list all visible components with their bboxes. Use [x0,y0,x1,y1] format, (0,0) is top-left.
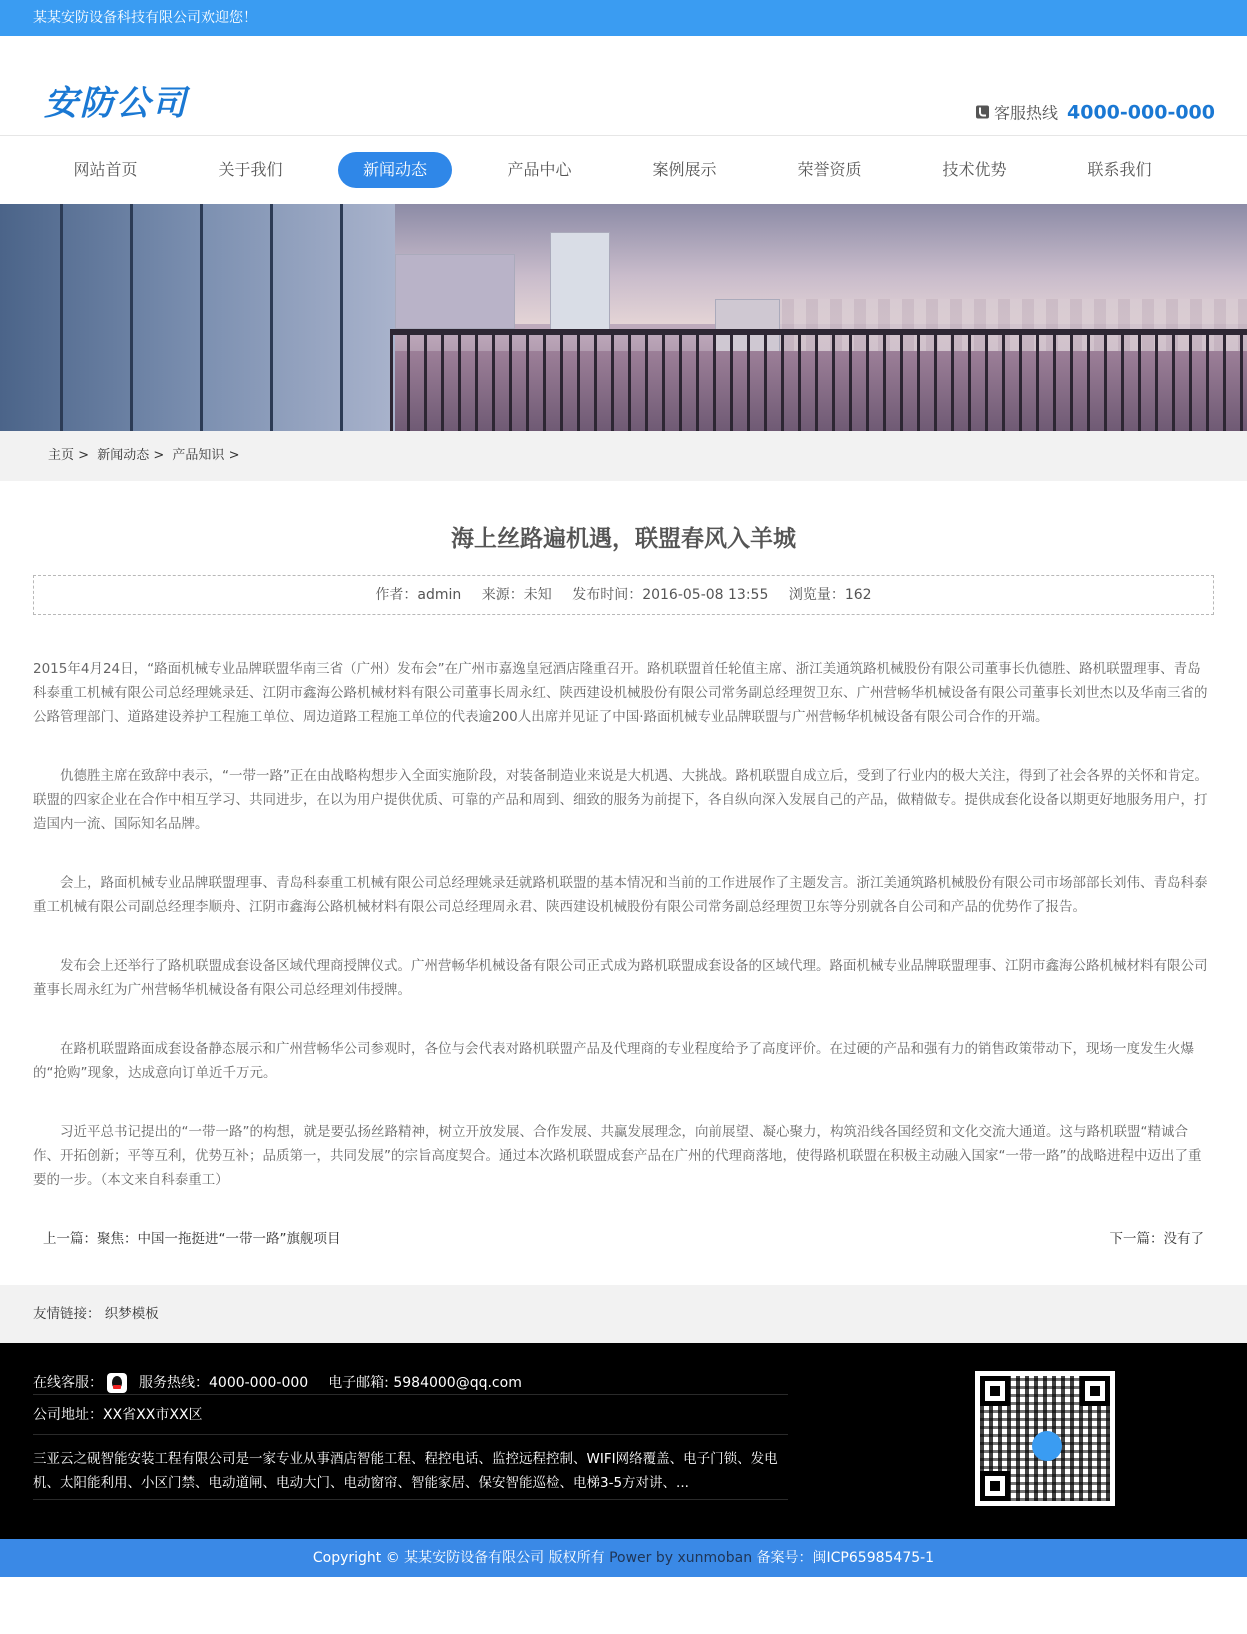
copyright-bar [0,1539,1247,1577]
welcome-text: 某某安防设备科技有限公司欢迎您！ [33,10,257,26]
friend-link[interactable]: 织梦模板 [104,1306,159,1322]
article-paragraph: 会上，路面机械专业品牌联盟理事、青岛科泰重工机械有限公司总经理姚录廷就路机联盟的基本情况和当前的工作进展作了主题发言。浙江美通筑路机械股份有限公司市场部部长刘伟、青岛科泰重工机械有限公司副总经理李顺舟、江阴市鑫海公路机械材料有限公司总经理周永君、陕西建设机械股份有限公司常务副总经理贺卫东等分别就各自公司和产品的优势作了报告。 [33,875,1208,915]
breadcrumb-separator: > [228,448,240,463]
nav-item-contact[interactable]: 联系我们 [1087,160,1152,179]
article-paragraph: 习近平总书记提出的“一带一路”的构想，就是要弘扬丝路精神，树立开放发展、合作发展、共赢发展理念，向前展望、凝心聚力，构筑沿线各国经贸和文化交流大通道。这与路机联盟“精诚合作、开拓创新；平等互利，优势互补；品质第一，共同发展”的宗旨高度契合。通过本次路机联盟成套产品在广州的代理商落地，使得路机联盟在积极主动融入国家“一带一路”的战略进程中迈出了重要的一步。（本文来自科泰重工） [33,1124,1202,1188]
banner-glass-line [130,204,133,431]
article-paragraph: 仇德胜主席在致辞中表示，“一带一路”正在由战略构想步入全面实施阶段，对装备制造业来说是大机遇、大挑战。路机联盟自成立后，受到了行业内的极大关注，得到了社会各界的关怀和肯定。联盟的四家企业在合作中相互学习、共同进步，在以为用户提供优质、可靠的产品和周到、细致的服务为前提下，各自纵向深入发展自己的产品，做精做专。提供成套化设备以期更好地服务用户，打造国内一流、国际知名品牌。 [33,768,1208,832]
breadcrumb-separator: > [78,448,90,463]
header [0,36,1247,136]
nav-item-news[interactable]: 新闻动态 [338,152,452,188]
breadcrumb-news[interactable]: 新闻动态 [97,448,150,463]
powered-by-link[interactable]: Power by xunmoban [609,1550,753,1566]
banner-glass-line [340,204,343,431]
nav-item-cases[interactable]: 案例展示 [652,160,717,179]
nav-item-tech[interactable]: 技术优势 [942,160,1007,179]
qr-corner [1080,1376,1110,1406]
top-bar [0,0,1247,36]
article-author: 作者：admin [375,587,462,603]
qr-corner [980,1376,1010,1406]
breadcrumb-home[interactable]: 主页 [48,448,75,463]
banner-building [395,254,515,329]
footer-info [33,1343,788,1500]
hotline-number: 4000-000-000 [1067,101,1215,123]
banner-tower [550,232,610,332]
nav-item-honors[interactable]: 荣誉资质 [797,160,862,179]
article-paragraph: 发布会上还举行了路机联盟成套设备区域代理商授牌仪式。广州营畅华机械设备有限公司正式成为路机联盟成套设备的区域代理。路面机械专业品牌联盟理事、江阴市鑫海公路机械材料有限公司董事长周永红为广州营畅华机械设备有限公司总经理刘伟授牌。 [33,958,1208,998]
breadcrumb [0,431,1247,481]
qq-icon[interactable] [107,1373,127,1393]
footer [0,1343,1247,1539]
copyright-text: Copyright © 某某安防设备有限公司 版权所有 [312,1550,605,1566]
main-nav [0,136,1247,204]
banner-railing [390,334,1247,431]
banner-glass-line [270,204,273,431]
prev-article-link[interactable]: 上一篇：聚焦：中国一拖挺进“一带一路”旗舰项目 [43,1231,341,1247]
footer-description: 三亚云之砚智能安装工程有限公司是一家专业从事酒店智能工程、程控电话、监控远程控制、WIFI网络覆盖、电子门锁、发电机、太阳能利用、小区门禁、电动道闸、电动大门、电动窗帘、智能家居、保安智能巡检、电梯3-5方对讲、... [33,1435,788,1500]
qr-code [975,1371,1115,1506]
online-service-label: 在线客服： [33,1374,103,1391]
breadcrumb-product-knowledge[interactable]: 产品知识 [172,448,225,463]
nav-item-about[interactable]: 关于我们 [218,160,283,179]
breadcrumb-separator: > [153,448,165,463]
banner-glass-line [200,204,203,431]
banner-glass-wall [0,204,395,431]
article-title: 海上丝路遍机遇，联盟春风入羊城 [451,526,796,552]
article-date: 发布时间：2016-05-08 13:55 [572,587,769,603]
friend-links [0,1285,1247,1343]
hotline-label: 客服热线 [994,103,1059,123]
article-body [33,657,1214,1192]
footer-contact-row [33,1343,788,1395]
phone-icon [976,106,989,119]
next-article-link[interactable]: 下一篇：没有了 [1109,1231,1204,1247]
qr-code-pattern [980,1376,1110,1501]
article-paragraph: 在路机联盟路面成套设备静态展示和广州营畅华公司参观时，各位与会代表对路机联盟产品及代理商的专业程度给予了高度评价。在过硬的产品和强有力的销售政策带动下，现场一度发生火爆的“抢购”现象，达成意向订单近千万元。 [33,1041,1194,1081]
banner-glass-line [60,204,63,431]
article-pager [33,1227,1214,1251]
footer-address-row [33,1395,788,1435]
banner-image [0,204,1247,431]
footer-address: 公司地址：XX省XX市XX区 [33,1407,203,1423]
icp-number: 备案号：闽ICP65985475-1 [756,1550,935,1566]
article-views: 浏览量：162 [788,587,872,603]
friend-links-label: 友情链接： [33,1306,101,1322]
article-source: 来源：未知 [481,587,552,603]
qr-corner [980,1471,1010,1501]
article [0,521,1247,1251]
nav-item-products[interactable]: 产品中心 [507,160,572,179]
qr-logo-dot [1032,1431,1062,1461]
service-hotline: 服务热线：4000-000-000 [139,1374,309,1391]
hotline [976,101,1215,124]
footer-email: 电子邮箱: 5984000@qq.com [328,1374,522,1391]
logo[interactable]: 安防公司 [44,83,188,124]
article-paragraph: 2015年4月24日，“路面机械专业品牌联盟华南三省（广州）发布会”在广州市嘉逸皇冠酒店隆重召开。路机联盟首任轮值主席、浙江美通筑路机械股份有限公司董事长仇德胜、路机联盟理事、青岛科泰重工机械有限公司总经理姚录廷、江阴市鑫海公路机械材料有限公司董事长周永红、陕西建设机械股份有限公司常务副总经理贺卫东、广州营畅华机械设备有限公司董事长刘世杰以及华南三省的公路管理部门、道路建设养护工程施工单位、周边道路工程施工单位的代表逾200人出席并见证了中国·路面机械专业品牌联盟与广州营畅华机械设备有限公司合作的开端。 [33,661,1208,725]
article-meta [33,575,1214,615]
nav-item-home[interactable]: 网站首页 [73,160,138,179]
